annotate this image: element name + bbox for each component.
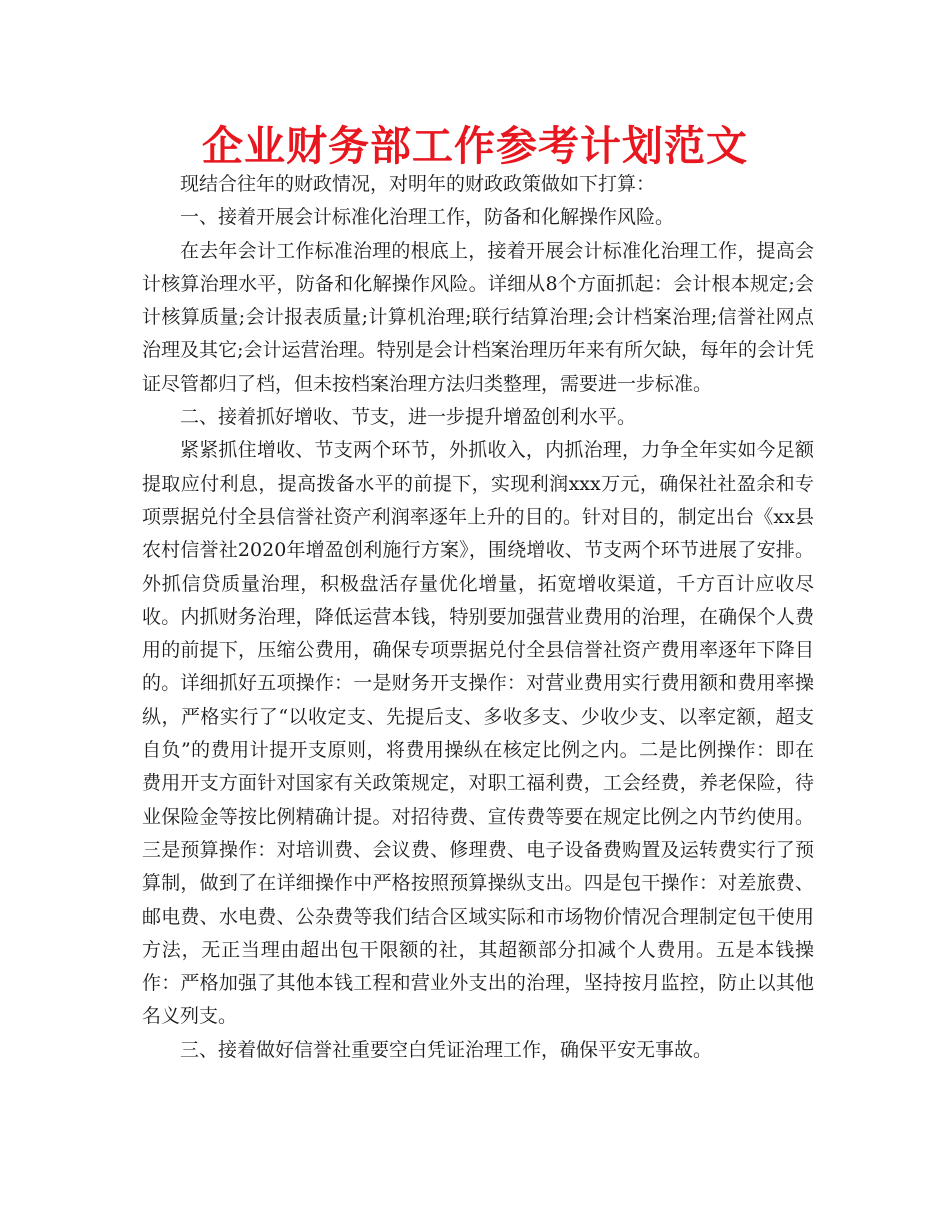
paragraph-heading-1: 一、接着开展会计标准化治理工作，防备和化解操作风险。 [180,206,675,229]
paragraph-intro: 现结合往年的财政情况，对明年的财政政策做如下打算： [180,173,656,195]
document-title: 企业财务部工作参考计划范文 [202,122,748,170]
paragraph-income-expense: 紧紧抓住增收、节支两个环节，外抓收入，内抓治理，力争全年实如今足额提取应付利息，提高拨备水平的前提下，实现利润xxx万元，确保社社盈余和专项票据兑付全县信誉社资产利润率逐年上升的目的。针对目的，制定出台《xx县农村信誉社2020年增盈创利施行方案》，围绕增收、节支两个环节进展了安排。外抓信贷质量治理，积极盘活存量优化增量，拓宽增收渠道，千方百计应收尽收。内抓财务治理，降低运营本钱，特别要加强营业费用的治理，在确保个人费用的前提下，压缩公费用，确保专项票据兑付全县信誉社资产费用率逐年下降目的。详细抓好五项操作：一是财务开支操作：对营业费用实行费用额和费用率操纵，严格实行了“以收定支、先提后支、多收多支、少收少支、以率定额，超支自负”的费用计提开支原则，将费用操纵在核定比例之内。二是比例操作：即在费用开支方面针对国家有关政策规定，对职工福利费，工会经费，养老保险，待业保险金等按比例精确计提。对招待费、宣传费等要在规定比例之内节约使用。三是预算操作：对培训费、会议费、修理费、电子设备费购置及运转费实行了预算制，做到了在详细操作中严格按照预算操纵支出。四是包干操作：对差旅费、邮电费、水电费、公杂费等我们结合区域实际和市场物价情况合理制定包干使用方法，无正当理由超出包干限额的社，其超额部分扣减个人费用。五是本钱操作：严格加强了其他本钱工程和营业外支出的治理，坚持按月监控，防止以其他名义列支。 [142,439,814,1028]
document-body [142,168,814,1067]
paragraph-heading-3: 三、接着做好信誉社重要空白凭证治理工作，确保平安无事故。 [180,1038,713,1061]
paragraph-heading-2: 二、接着抓好增收、节支，进一步提升增盈创利水平。 [180,406,637,429]
paragraph-accounting-standardization: 在去年会计工作标准治理的根底上，接着开展会计标准化治理工作，提高会计核算治理水平，防备和化解操作风险。详细从8个方面抓起：会计根本规定;会计核算质量;会计报表质量;计算机治理;联行结算治理;会计档案治理;信誉社网点治理及其它;会计运营治理。特别是会计档案治理历年来有所欠缺，每年的会计凭证尽管都归了档，但未按档案治理方法归类整理，需要进一步标准。 [142,239,814,395]
